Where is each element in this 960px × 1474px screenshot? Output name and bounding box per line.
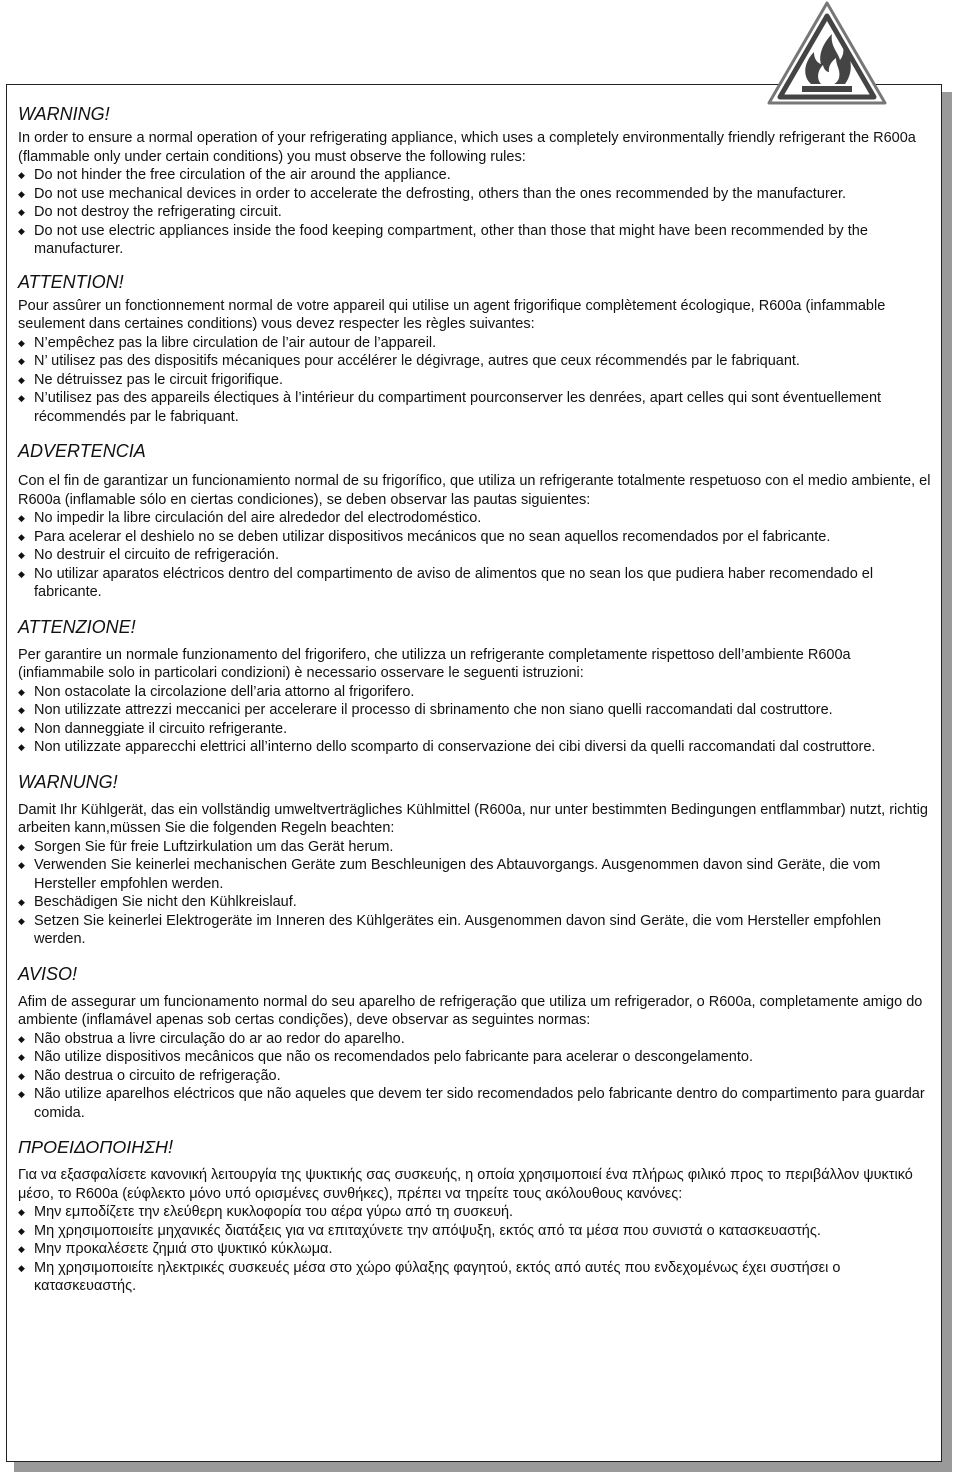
rule-item	[18, 701, 931, 720]
rule-item	[18, 1030, 931, 1049]
section-el	[18, 1136, 931, 1296]
section-de	[18, 771, 931, 949]
rule-text: Non ostacolate la circolazione dell’aria attorno al frigorifero.	[34, 683, 415, 700]
rule-item	[18, 1240, 931, 1259]
bullet-icon: ◆	[18, 1089, 25, 1099]
intro-fr: Pour assûrer un fonctionnement normal de votre appareil qui utilise un agent frigorifique complètement écologique, R600a (infammable seulement dans certaines conditions) vous devez respecter les règles suivantes:	[18, 297, 886, 332]
rule-text: N’empêchez pas la libre circulation de l’air autour de l’appareil.	[34, 334, 437, 351]
rule-text: Do not use electric appliances inside the food keeping compartment, other than those that might have been recommended by the manufacturer.	[34, 222, 869, 257]
rule-text: Não destrua o circuito de refrigeração.	[34, 1067, 281, 1084]
rule-item	[18, 389, 931, 426]
flammable-warning-icon	[766, 0, 888, 106]
bullet-icon: ◆	[18, 1225, 25, 1236]
rule-text: Μην προκαλέσετε ζημιά στο ψυκτικό κύκλωμα.	[34, 1241, 333, 1257]
rule-text: No utilizar aparatos eléctricos dentro del compartimento de aviso de alimentos que no sean los que pudiera haber recomendado el fabricante.	[34, 565, 874, 600]
rule-item	[18, 203, 931, 222]
bullet-icon: ◆	[18, 550, 25, 560]
rule-item	[18, 1203, 931, 1222]
rules-el	[18, 1203, 931, 1296]
rule-item	[18, 222, 931, 259]
rule-item	[18, 893, 931, 912]
section-fr	[18, 271, 931, 427]
bullet-icon: ◆	[18, 337, 25, 348]
rule-item	[18, 683, 931, 702]
rule-text: Verwenden Sie keinerlei mechanischen Geräte zum Beschleunigen des Abtauvorgangs. Ausgenommen davon sind Geräte, die vom Hersteller empfohlen werden.	[34, 857, 881, 892]
intro-en: In order to ensure a normal operation of your refrigerating appliance, which uses a completely environmentally friendly refrigerant the R600a (flammable only under certain conditions) you must observe the following rules:	[18, 130, 916, 165]
rule-item	[18, 565, 931, 602]
intro-it: Per garantire un normale funzionamento del frigorifero, che utilizza un refrigerante completamente rispettoso dell’ambiente R600a (infiammabile solo in particolari condizioni) è necessario osservare le seguenti istruzioni:	[18, 646, 851, 681]
bullet-icon: ◆	[18, 1070, 25, 1081]
rule-text: Sorgen Sie für freie Luftzirkulation um das Gerät herum.	[34, 838, 394, 855]
heading-pt: AVISO!	[18, 963, 78, 984]
rule-item	[18, 352, 931, 371]
rule-text: N’utilisez pas des appareils électiques à l’intérieur du compartiment pourconserver les denrées, apart celles qui sont éventuellement récommendés par le fabriquant.	[34, 390, 882, 425]
heading-el: ΠΡΟΕΙΔΟΠΟΙΗΣΗ!	[18, 1137, 174, 1157]
section-pt	[18, 963, 931, 1123]
rule-text: Μην εμποδίζετε την ελεύθερη κυκλοφορία του αέρα γύρω από τη συσκευή.	[34, 1204, 514, 1220]
bullet-icon: ◆	[18, 188, 25, 199]
rules-de	[18, 838, 931, 949]
rule-text: Do not destroy the refrigerating circuit.	[34, 204, 282, 220]
bullet-icon: ◆	[18, 1033, 25, 1044]
rule-item	[18, 1222, 931, 1241]
rule-item	[18, 856, 931, 893]
rule-item	[18, 1259, 931, 1296]
bullet-icon: ◆	[18, 1052, 25, 1062]
bullet-icon: ◆	[18, 705, 25, 715]
bullet-icon: ◆	[18, 356, 25, 366]
rule-text: Do not hinder the free circulation of the air around the appliance.	[34, 167, 451, 183]
rules-en	[18, 166, 931, 259]
rule-item	[18, 528, 931, 547]
section-en	[18, 103, 931, 259]
rule-item	[18, 838, 931, 857]
heading-en: WARNING!	[18, 104, 110, 124]
bullet-icon: ◆	[18, 915, 25, 926]
rule-text: Para acelerar el deshielo no se deben utilizar dispositivos mecánicos que no sean aquellos recomendados por el fabricante.	[34, 528, 831, 545]
rule-item	[18, 509, 931, 528]
heading-es: ADVERTENCIA	[18, 441, 146, 461]
rules-es	[18, 509, 931, 602]
bullet-icon: ◆	[18, 1207, 25, 1217]
rule-text: Ne détruissez pas le circuit frigorifique.	[34, 371, 284, 388]
safety-warning-box	[6, 84, 942, 1462]
bullet-icon: ◆	[18, 531, 25, 542]
rule-text: Μη χρησιμοποιείτε μηχανικές διατάξεις για να επιταχύνετε την απόψυξη, εκτός από τα μέσα που συνιστά ο κατασκευαστής.	[34, 1222, 821, 1239]
rule-text: Beschädigen Sie nicht den Kühlkreislauf.	[34, 894, 297, 910]
rule-text: N’ utilisez pas des dispositifs mécaniques pour accélérer le dégivrage, autres que ceux récommendés par le fabriquant.	[34, 353, 800, 369]
bullet-icon: ◆	[18, 897, 25, 907]
rules-it	[18, 683, 931, 757]
rule-text: Não utilize aparelhos eléctricos que não aqueles que devem ter sido recomendados pelo fabricante dentro do compartimento para guardar comida.	[34, 1086, 925, 1121]
rule-item	[18, 185, 931, 204]
rule-text: Μη χρησιμοποιείτε ηλεκτρικές συσκευές μέσα στο χώρο φύλαξης φαγητού, εκτός από αυτές που ενδεχομένως έχει συστήσει ο κατασκευαστής.	[34, 1259, 841, 1294]
bullet-icon: ◆	[18, 1262, 25, 1273]
section-es	[18, 440, 931, 602]
bullet-icon: ◆	[18, 841, 25, 852]
bullet-icon: ◆	[18, 170, 25, 180]
bullet-icon: ◆	[18, 393, 25, 403]
heading-fr: ATTENTION!	[18, 271, 124, 292]
rule-text: Não obstrua a livre circulação do ar ao redor do aparelho.	[34, 1030, 405, 1047]
rules-pt	[18, 1030, 931, 1123]
section-it	[18, 616, 931, 757]
bullet-icon: ◆	[18, 1244, 25, 1254]
rule-item	[18, 1085, 931, 1122]
rules-fr	[18, 334, 931, 427]
bullet-icon: ◆	[18, 568, 25, 579]
rule-item	[18, 546, 931, 565]
heading-it: ATTENZIONE!	[18, 616, 136, 637]
intro-el: Για να εξασφαλίσετε κανονική λειτουργία της ψυκτικής σας συσκευής, η οποία χρησιμοποιεί ένα πλήρως φιλικό προς το περιβάλλον ψυκτικό μέσο, το R600a (εύφλεκτο μόνο υπό ορισμένες συνθήκες), πρέπει να τηρείτε τους ακόλουθους κανόνες:	[18, 1167, 913, 1202]
intro-es: Con el fin de garantizar un funcionamiento normal de su frigorífico, que utiliza un refrigerante totalmente respetuoso con el medio ambiente, el R600a (inflamable sólo en ciertas condiciones), se deben observar las pautas siguientes:	[18, 473, 931, 508]
bullet-icon: ◆	[18, 723, 25, 734]
intro-pt: Afim de assegurar um funcionamento normal do seu aparelho de refrigeração que utiliza um refrigerador, o R600a, completamente amigo do ambiente (inflamável apenas sob certas condições), deve observar as seguintes normas:	[18, 993, 923, 1028]
rule-text: Não utilize dispositivos mecânicos que não os recomendados pelo fabricante para acelerar o descongelamento.	[34, 1049, 753, 1065]
rule-item	[18, 1067, 931, 1086]
rule-item	[18, 166, 931, 185]
bullet-icon: ◆	[18, 374, 25, 385]
rule-item	[18, 334, 931, 353]
rule-item	[18, 912, 931, 949]
bullet-icon: ◆	[18, 742, 25, 752]
rule-item	[18, 720, 931, 739]
bullet-icon: ◆	[18, 207, 25, 217]
bullet-icon: ◆	[18, 513, 25, 523]
rule-text: Do not use mechanical devices in order to accelerate the defrosting, others than the ones recommended by the manufacturer.	[34, 185, 847, 202]
bullet-icon: ◆	[18, 686, 25, 697]
rule-item	[18, 738, 931, 757]
rule-text: No impedir la libre circulación del aire alrededor del electrodoméstico.	[34, 510, 482, 526]
rule-text: Setzen Sie keinerlei Elektrogeräte im Inneren des Kühlgerätes ein. Ausgenommen davon sind Geräte, die vom Hersteller empfohlen werden.	[34, 912, 882, 947]
rule-text: No destruir el circuito de refrigeración.	[34, 547, 279, 563]
heading-de: WARNUNG!	[18, 771, 118, 792]
rule-text: Non utilizzate apparecchi elettrici all’interno dello scomparto di conservazione dei cibi diversi da quelli raccomandati dal costruttore.	[34, 739, 876, 755]
rule-text: Non danneggiate il circuito refrigerante.	[34, 720, 288, 737]
rule-text: Non utilizzate attrezzi meccanici per accelerare il processo di sbrinamento che non siano quelli raccomandati dal costruttore.	[34, 702, 833, 718]
bullet-icon: ◆	[18, 860, 25, 870]
rule-item	[18, 371, 931, 390]
rule-item	[18, 1048, 931, 1067]
bullet-icon: ◆	[18, 225, 25, 236]
intro-de: Damit Ihr Kühlgerät, das ein vollständig umweltverträgliches Kühlmittel (R600a, nur unter bestimmten Bedingungen entflammbar) nutzt, richtig arbeiten kann,müssen Sie die folgenden Regeln beachten:	[18, 801, 928, 836]
